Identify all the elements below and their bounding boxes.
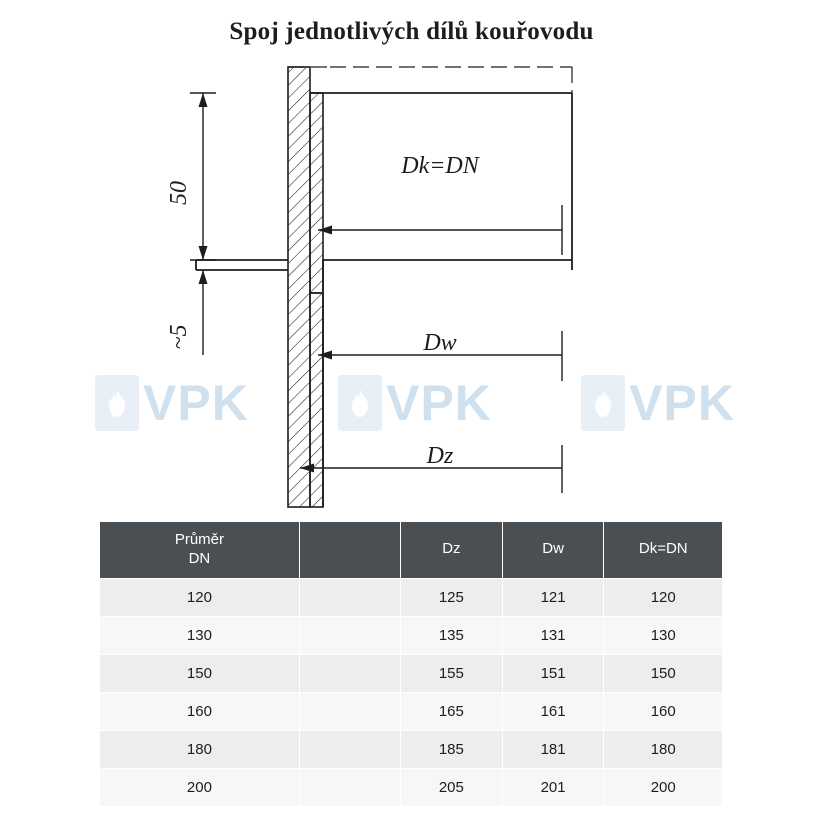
table-header-dz: Dz <box>400 522 502 579</box>
dimension-dk <box>318 205 562 255</box>
table-row <box>100 768 723 806</box>
cell-dz: 205 <box>400 768 502 806</box>
table-row <box>100 692 723 730</box>
cell-gap <box>299 654 400 692</box>
dimension-table-wrap <box>99 521 723 807</box>
cell-dk: 200 <box>604 768 723 806</box>
cell-dk: 120 <box>604 578 723 616</box>
watermark-text: VPK <box>386 375 492 431</box>
dimension-dk-label: Dk=DN <box>401 153 479 179</box>
cell-gap <box>299 616 400 654</box>
cell-dn: 150 <box>100 654 300 692</box>
cell-gap <box>299 730 400 768</box>
table-row <box>100 730 723 768</box>
cell-dk: 150 <box>604 654 723 692</box>
cell-gap <box>299 578 400 616</box>
cell-dw: 121 <box>502 578 604 616</box>
cell-dw: 151 <box>502 654 604 692</box>
dimension-table <box>99 521 723 807</box>
cell-dw: 201 <box>502 768 604 806</box>
cell-gap <box>299 692 400 730</box>
cell-dw: 131 <box>502 616 604 654</box>
watermark-text: VPK <box>629 375 735 431</box>
dimension-50-label: 50 <box>166 181 192 205</box>
table-header-blank <box>299 522 400 579</box>
dimension-5 <box>199 270 208 355</box>
table-row <box>100 616 723 654</box>
dimension-dz-label: Dz <box>426 443 454 469</box>
cell-dn: 120 <box>100 578 300 616</box>
dimension-dw-label: Dw <box>423 330 457 356</box>
dimension-5-label: ~5 <box>166 324 192 350</box>
page-title: Spoj jednotlivých dílů kouřovodu <box>229 18 594 45</box>
cell-gap <box>299 768 400 806</box>
cell-dn: 180 <box>100 730 300 768</box>
cell-dn: 130 <box>100 616 300 654</box>
cell-dz: 135 <box>400 616 502 654</box>
table-header-dn <box>100 522 300 579</box>
pipe-outline <box>196 93 572 507</box>
cell-dz: 125 <box>400 578 502 616</box>
table-row <box>100 578 723 616</box>
technical-drawing <box>0 55 823 515</box>
cell-dz: 155 <box>400 654 502 692</box>
table-header-dn-line2: DN <box>188 549 211 567</box>
watermark-text: VPK <box>143 375 249 431</box>
cell-dw: 161 <box>502 692 604 730</box>
table-header-row <box>100 522 723 579</box>
cell-dk: 130 <box>604 616 723 654</box>
flange-hatch <box>288 67 323 507</box>
table-row <box>100 654 723 692</box>
construction-lines <box>288 67 572 93</box>
cell-dw: 181 <box>502 730 604 768</box>
dimension-50 <box>190 93 216 260</box>
cell-dz: 165 <box>400 692 502 730</box>
table-header-dk: Dk=DN <box>604 522 723 579</box>
cell-dk: 160 <box>604 692 723 730</box>
cell-dz: 185 <box>400 730 502 768</box>
cell-dk: 180 <box>604 730 723 768</box>
cell-dn: 200 <box>100 768 300 806</box>
table-header-dw: Dw <box>502 522 604 579</box>
cell-dn: 160 <box>100 692 300 730</box>
table-header-dn-line1: Průměr <box>174 531 225 548</box>
